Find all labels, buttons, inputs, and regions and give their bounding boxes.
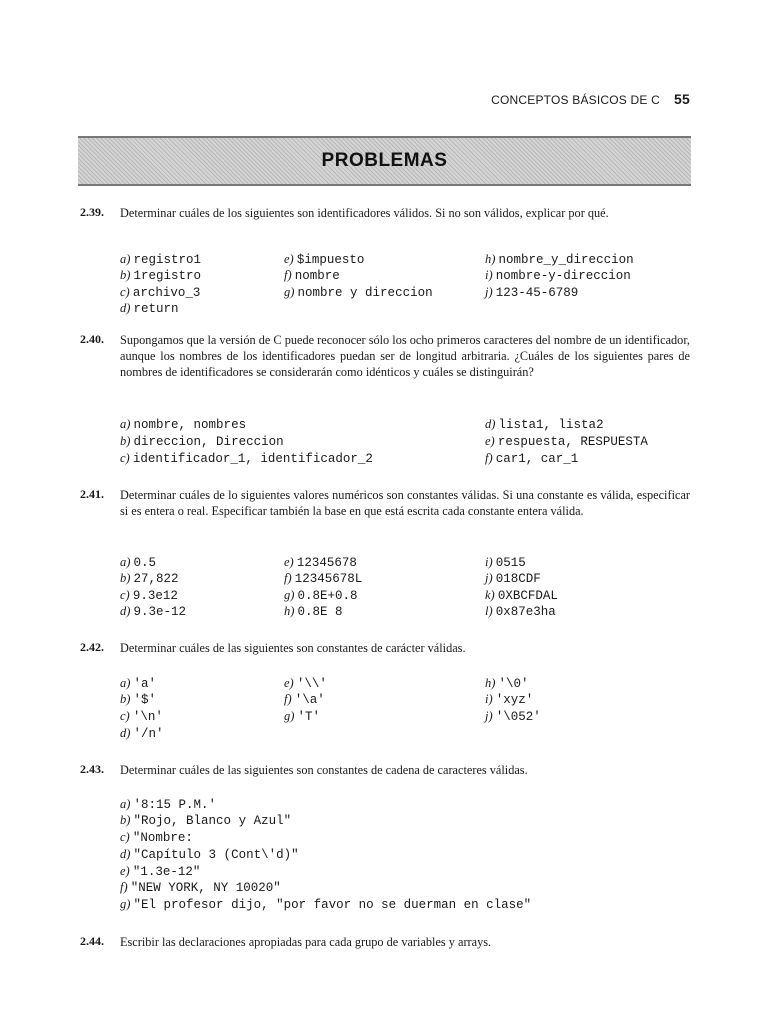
option-2-40-c: c) identificador_1, identificador_2: [120, 451, 373, 466]
option-2-41-b: b) 27,822: [120, 571, 179, 586]
running-header: [491, 91, 690, 107]
option-2-41-h: h) 0.8E 8: [284, 604, 343, 619]
problem-number: 2.40.: [80, 332, 104, 346]
option-2-40-a: a) nombre, nombres: [120, 417, 247, 432]
problem-number: 2.43.: [80, 762, 104, 776]
option-2-42-c: c) '\n': [120, 709, 163, 724]
option-2-42-d: d) '/n': [120, 726, 164, 741]
section-banner: [78, 136, 691, 186]
problem-2-42: [80, 640, 690, 656]
option-2-39-g: g) nombre y direccion: [284, 285, 433, 300]
problem-2-39: [80, 205, 690, 221]
option-2-41-j: j) 018CDF: [485, 571, 541, 586]
problem-2-41: [80, 487, 690, 519]
option-2-40-d: d) lista1, lista2: [485, 417, 604, 432]
option-2-43-e: e) "1.3e-12": [120, 864, 201, 879]
problem-text: Determinar cuáles de las siguientes son constantes de cadena de caracteres válidas.: [120, 763, 528, 777]
problem-text: Determinar cuáles de las siguientes son constantes de carácter válidas.: [120, 641, 466, 655]
option-2-41-g: g) 0.8E+0.8: [284, 588, 358, 603]
option-2-39-d: d) return: [120, 301, 179, 316]
option-2-42-e: e) '\\': [284, 676, 327, 691]
option-2-42-i: i) 'xyz': [485, 692, 534, 707]
option-2-41-k: k) 0XBCFDAL: [485, 588, 558, 603]
option-2-42-a: a) 'a': [120, 676, 157, 691]
problem-text: Determinar cuáles de los siguientes son identificadores válidos. Si no son válidos, explicar por qué.: [120, 206, 609, 220]
problem-text: Supongamos que la versión de C puede reconocer sólo los ocho primeros caracteres del nombre de un identificador, aunque los nombres de los identificadores puedan ser de longitud arbitraria. ¿Cuáles de los siguientes pares de nombres de identificadores se considerarán como idénticos y cuáles se distinguirán?: [120, 333, 690, 379]
option-2-39-c: c) archivo_3: [120, 285, 201, 300]
option-2-40-b: b) direccion, Direccion: [120, 434, 284, 449]
option-2-42-j: j) '\052': [485, 709, 541, 724]
option-2-40-e: e) respuesta, RESPUESTA: [485, 434, 648, 449]
option-2-41-c: c) 9.3e12: [120, 588, 178, 603]
option-2-42-f: f) '\a': [284, 692, 325, 707]
option-2-39-e: e) $impuesto: [284, 252, 365, 267]
option-2-42-b: b) '$': [120, 692, 157, 707]
option-2-39-a: a) registro1: [120, 252, 202, 267]
option-2-42-h: h) '\0': [485, 676, 529, 691]
problem-text: Determinar cuáles de lo siguientes valores numéricos son constantes válidas. Si una constante es válida, especificar si es entera o real. Especificar también la base en que está escrita cada constante entera válida.: [120, 488, 690, 518]
problem-2-40: [80, 332, 690, 380]
problem-number: 2.42.: [80, 640, 104, 654]
option-2-40-f: f) car1, car_1: [485, 451, 579, 466]
banner-title: PROBLEMAS: [321, 150, 448, 171]
option-2-43-b: b) "Rojo, Blanco y Azul": [120, 813, 292, 828]
option-2-43-d: d) "Capítulo 3 (Cont\'d)": [120, 847, 299, 862]
option-2-43-a: a) '8:15 P.M.': [120, 797, 217, 812]
option-2-43-c: c) "Nombre:: [120, 830, 193, 845]
option-2-41-f: f) 12345678L: [284, 571, 363, 586]
problem-2-43: [80, 762, 690, 778]
option-2-42-g: g) 'T': [284, 709, 321, 724]
option-2-39-b: b) 1registro: [120, 268, 202, 283]
problem-text: Escribir las declaraciones apropiadas para cada grupo de variables y arrays.: [120, 935, 492, 949]
problem-number: 2.44.: [80, 934, 104, 948]
option-2-41-l: l) 0x87e3ha: [485, 604, 556, 619]
option-2-43-f: f) "NEW YORK, NY 10020": [120, 880, 281, 895]
problem-number: 2.41.: [80, 487, 104, 501]
problem-2-44: [80, 934, 690, 950]
option-2-41-i: i) 0515: [485, 555, 526, 570]
option-2-41-a: a) 0.5: [120, 555, 157, 570]
option-2-39-h: h) nombre_y_direccion: [485, 252, 634, 267]
option-2-39-f: f) nombre: [284, 268, 340, 283]
option-2-39-i: i) nombre-y-direccion: [485, 268, 631, 283]
option-2-41-d: d) 9.3e-12: [120, 604, 187, 619]
option-2-43-g: g) "El profesor dijo, "por favor no se duerman en clase": [120, 897, 532, 912]
section-title: CONCEPTOS BÁSICOS DE C: [491, 93, 661, 107]
page-number: 55: [674, 91, 690, 107]
option-2-41-e: e) 12345678: [284, 555, 357, 570]
option-2-39-j: j) 123-45-6789: [485, 285, 579, 300]
problem-number: 2.39.: [80, 205, 104, 219]
